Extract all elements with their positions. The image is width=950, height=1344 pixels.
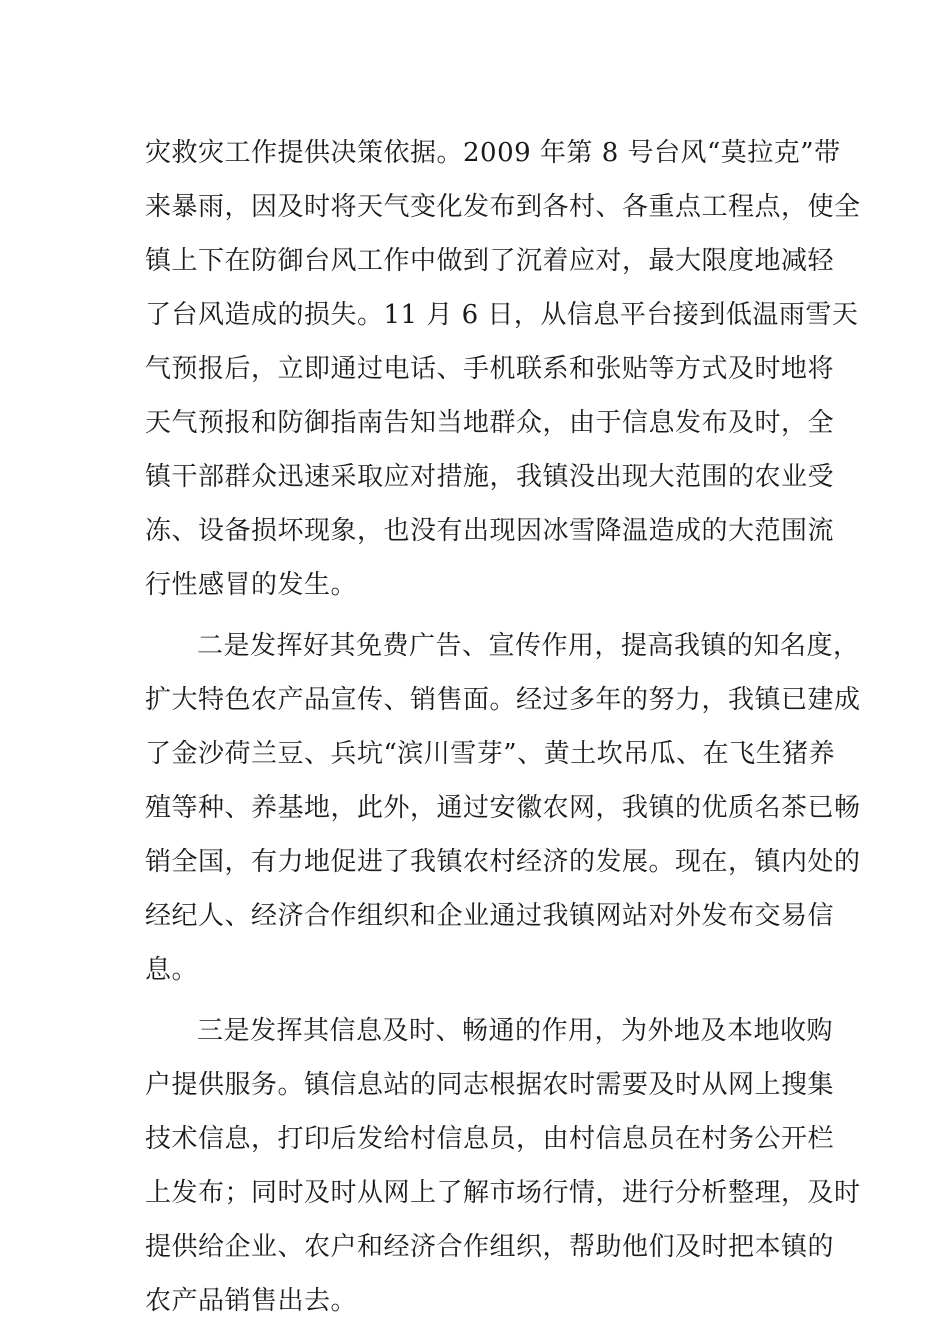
text-line: 冻、设备损坏现象，也没有出现因冰雪降温造成的大范围流 <box>145 516 835 546</box>
text-line: 来暴雨，因及时将天气变化发布到各村、各重点工程点，使全 <box>145 192 861 222</box>
text-line: 殖等种、养基地，此外，通过安徽农网，我镇的优质名茶已畅 <box>145 793 861 823</box>
paragraph-3 <box>145 1004 861 1328</box>
text-line: 技术信息，打印后发给村信息员，由村信息员在村务公开栏 <box>145 1124 835 1154</box>
text-line: 二是发挥好其免费广告、宣传作用，提高我镇的知名度， <box>197 631 860 661</box>
text-line: 灾救灾工作提供决策依据。2009 年第 8 号台风“莫拉克”带 <box>145 138 841 168</box>
text-line: 镇干部群众迅速采取应对措施，我镇没出现大范围的农业受 <box>145 462 835 492</box>
text-line: 提供给企业、农户和经济合作组织，帮助他们及时把本镇的 <box>145 1232 835 1262</box>
text-line: 镇上下在防御台风工作中做到了沉着应对，最大限度地减轻 <box>145 246 835 276</box>
paragraph-2 <box>145 619 861 997</box>
text-line: 经纪人、经济合作组织和企业通过我镇网站对外发布交易信 <box>145 901 835 931</box>
text-line: 销全国，有力地促进了我镇农村经济的发展。现在，镇内处的 <box>145 847 861 877</box>
text-line: 气预报后，立即通过电话、手机联系和张贴等方式及时地将 <box>145 354 835 384</box>
paragraph-1 <box>145 126 861 612</box>
text-line: 了金沙荷兰豆、兵坑“滨川雪芽”、黄土坎吊瓜、在飞生猪养 <box>145 739 836 769</box>
document-body <box>145 126 861 1328</box>
paragraph-spacer <box>145 997 810 1004</box>
text-line: 三是发挥其信息及时、畅通的作用，为外地及本地收购 <box>197 1016 834 1046</box>
text-line: 户提供服务。镇信息站的同志根据农时需要及时从网上搜集 <box>145 1070 835 1100</box>
text-line: 天气预报和防御指南告知当地群众，由于信息发布及时，全 <box>145 408 835 438</box>
text-line: 上发布；同时及时从网上了解市场行情，进行分析整理，及时 <box>145 1178 861 1208</box>
text-line: 扩大特色农产品宣传、销售面。经过多年的努力，我镇已建成 <box>145 685 861 715</box>
text-line: 了台风造成的损失。11 月 6 日，从信息平台接到低温雨雪天 <box>145 300 859 330</box>
text-line: 农产品销售出去。 <box>145 1286 358 1316</box>
text-line: 息。 <box>145 955 199 985</box>
text-line: 行性感冒的发生。 <box>145 570 358 600</box>
paragraph-spacer <box>145 612 810 619</box>
